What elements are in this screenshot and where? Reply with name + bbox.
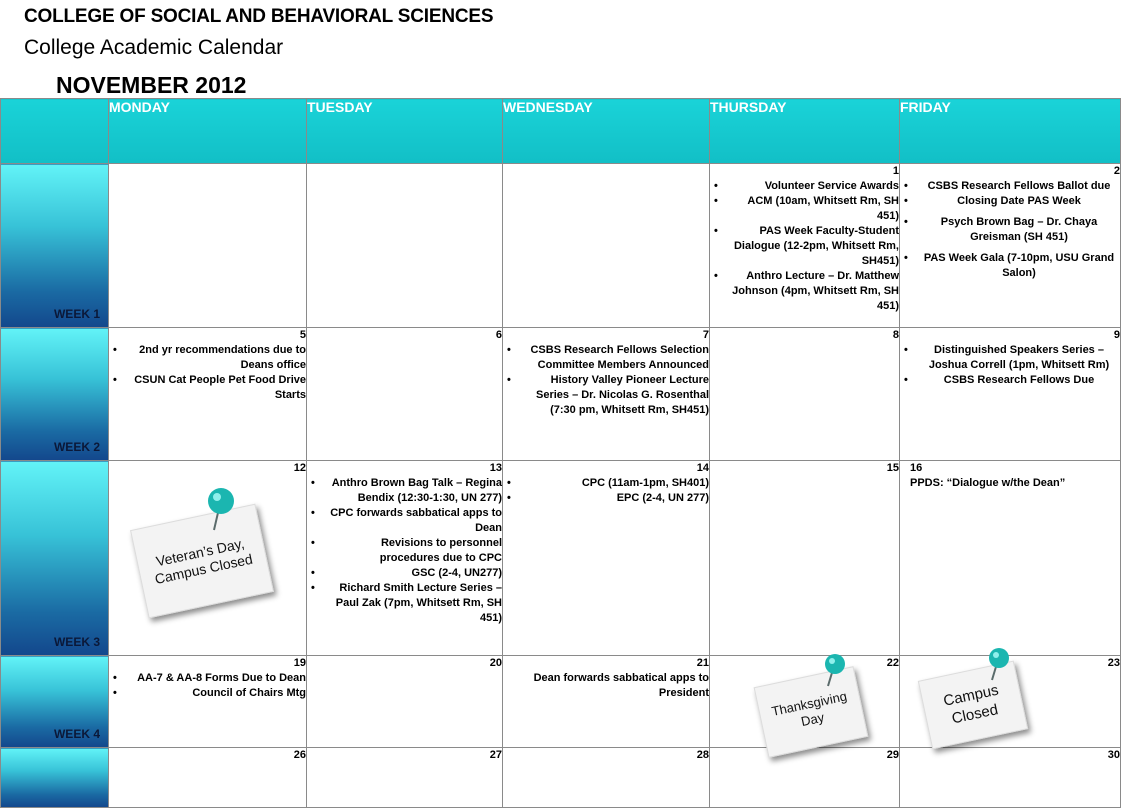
date-number: 27 <box>489 749 502 761</box>
day-cell <box>710 748 900 808</box>
week-label-cell <box>1 656 109 748</box>
date-number: 22 <box>886 657 899 669</box>
day-cell <box>307 164 503 328</box>
day-cell <box>109 328 307 461</box>
day-cell <box>109 656 307 748</box>
date-number: 15 <box>886 462 899 474</box>
day-cell <box>109 164 307 328</box>
week-label: WEEK 4 <box>53 727 100 741</box>
week-label: WEEK 1 <box>53 307 100 321</box>
event-item: • GSC (2-4, UN277) <box>307 566 502 581</box>
date-number: 21 <box>696 657 709 669</box>
date-number: 29 <box>886 749 899 761</box>
date-number: 5 <box>299 329 306 341</box>
event-item: • CPC forwards sabbatical apps to Dean <box>307 506 502 536</box>
event-item: • Richard Smith Lecture Series – Paul Zak (7pm, Whitsett Rm, SH 451) <box>307 581 502 626</box>
date-number: 7 <box>702 329 709 341</box>
date-number: 23 <box>1107 657 1120 669</box>
day-header-thursday: THURSDAY <box>710 99 900 164</box>
event-item: • AA-7 & AA-8 Forms Due to Dean <box>109 671 306 686</box>
week-row <box>1 748 1121 808</box>
thanksgiving-note-text: Thanksgiving Day <box>770 688 849 730</box>
day-header-friday: FRIDAY <box>900 99 1121 164</box>
event-item: • 2nd yr recommendations due to Deans office <box>109 343 306 373</box>
event-item: • Anthro Brown Bag Talk – Regina Bendix (12:30-1:30, UN 277) <box>307 476 502 506</box>
day-cell <box>307 748 503 808</box>
day-cell <box>307 656 503 748</box>
day-cell <box>710 164 900 328</box>
event-item: • CSBS Research Fellows Selection Committee Members Announced <box>503 343 709 373</box>
date-number: 30 <box>1107 749 1120 761</box>
day-header-row <box>1 99 1121 164</box>
day-cell <box>900 461 1121 656</box>
pushpin-icon <box>818 652 850 688</box>
week-label-cell <box>1 328 109 461</box>
day-header-wednesday: WEDNESDAY <box>503 99 710 164</box>
date-number: 26 <box>293 749 306 761</box>
event-item: • Closing Date PAS Week <box>900 194 1120 209</box>
event-item: • CSBS Research Fellows Due <box>900 373 1120 388</box>
day-cell <box>503 328 710 461</box>
day-header-monday: MONDAY <box>109 99 307 164</box>
week-label: WEEK 3 <box>53 635 100 649</box>
day-cell <box>710 461 900 656</box>
day-cell <box>710 328 900 461</box>
event-item: • PAS Week Gala (7-10pm, USU Grand Salon) <box>900 251 1120 281</box>
date-number: 16 <box>910 462 923 474</box>
month-title: NOVEMBER 2012 <box>56 72 247 98</box>
date-number: 6 <box>495 329 502 341</box>
event-item: • CPC (11am-1pm, SH401) <box>503 476 709 491</box>
event-item: • Anthro Lecture – Dr. Matthew Johnson (4pm, Whitsett Rm, SH 451) <box>710 269 899 314</box>
date-number: 14 <box>696 462 709 474</box>
event-text: Dean forwards sabbatical apps to President <box>533 672 709 699</box>
date-number: 13 <box>489 462 502 474</box>
veterans-day-note-text: Veteran’s Day, Campus Closed <box>153 535 255 588</box>
date-number: 20 <box>489 657 502 669</box>
day-cell <box>503 656 710 748</box>
day-cell <box>503 748 710 808</box>
day-cell <box>503 461 710 656</box>
event-item: • PAS Week Faculty-Student Dialogue (12-2pm, Whitsett Rm, SH451) <box>710 224 899 269</box>
date-number: 19 <box>293 657 306 669</box>
day-header-tuesday: TUESDAY <box>307 99 503 164</box>
week-label-cell <box>1 164 109 328</box>
date-number: 8 <box>892 329 899 341</box>
date-number: 28 <box>696 749 709 761</box>
event-text: PPDS: “Dialogue w/the Dean” <box>910 477 1066 489</box>
event-item: • History Valley Pioneer Lecture Series – Dr. Nicolas G. Rosenthal (7:30 pm, Whitsett Rm, SH451) <box>503 373 709 418</box>
header-corner <box>1 99 109 164</box>
campus-closed-note-text: Campus Closed <box>941 681 1001 728</box>
calendar-subtitle: College Academic Calendar <box>24 36 284 59</box>
week-label: WEEK 2 <box>53 440 100 454</box>
day-cell <box>307 461 503 656</box>
date-number: 12 <box>293 462 306 474</box>
pushpin-icon <box>982 646 1014 682</box>
day-cell <box>109 748 307 808</box>
college-title: COLLEGE OF SOCIAL AND BEHAVIORAL SCIENCES <box>24 6 494 27</box>
day-cell <box>900 164 1121 328</box>
event-item: • Psych Brown Bag – Dr. Chaya Greisman (SH 451) <box>900 215 1120 245</box>
day-cell <box>503 164 710 328</box>
day-cell <box>307 328 503 461</box>
week-row <box>1 328 1121 461</box>
date-number: 1 <box>892 165 899 177</box>
day-cell <box>900 328 1121 461</box>
event-item: • CSUN Cat People Pet Food Drive Starts <box>109 373 306 403</box>
day-cell <box>900 748 1121 808</box>
date-number: 9 <box>1113 329 1120 341</box>
week-label-cell <box>1 461 109 656</box>
event-item: • ACM (10am, Whitsett Rm, SH 451) <box>710 194 899 224</box>
pushpin-icon <box>200 486 240 534</box>
week-row <box>1 164 1121 328</box>
date-number: 2 <box>1113 165 1120 177</box>
event-item: • Council of Chairs Mtg <box>109 686 306 701</box>
event-item: • Revisions to personnel procedures due to CPC <box>307 536 502 566</box>
event-item: • Volunteer Service Awards <box>710 179 899 194</box>
event-item: • Distinguished Speakers Series – Joshua Correll (1pm, Whitsett Rm) <box>900 343 1120 373</box>
week-label-cell <box>1 748 109 808</box>
event-item: • EPC (2-4, UN 277) <box>503 491 709 506</box>
event-item: • CSBS Research Fellows Ballot due <box>900 179 1120 194</box>
